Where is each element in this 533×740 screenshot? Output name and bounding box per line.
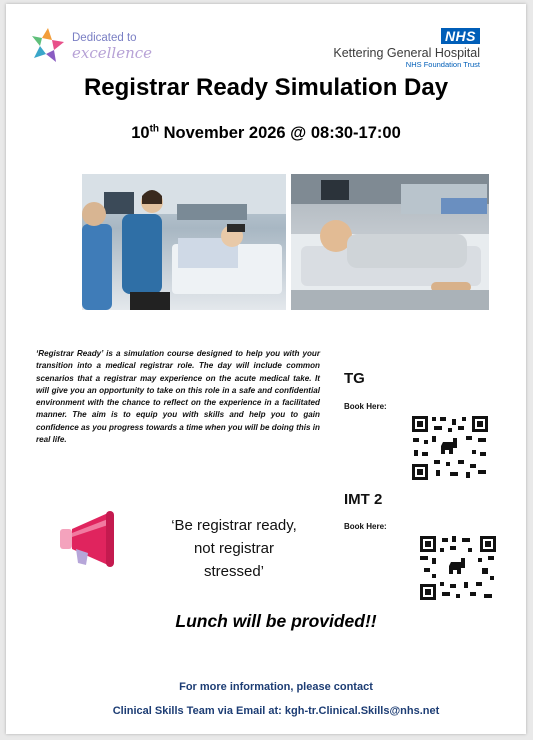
course-description: ‘Registrar Ready’ is a simulation course designed to help you with your transition into a medical registrar role. The day will include common scenarios that a registrar may experience on the acute medical take. It will give you an opportunity to take on this role in a safe and confidential environment with the chance to reflect on the experience in a facilitated manner. The aim is to equip you with skills and help you to gain confidence as you progress towards a time when you will be doing this in real life. xyxy=(36,349,320,445)
page-title: Registrar Ready Simulation Day xyxy=(83,74,449,101)
star-logo-icon xyxy=(28,24,68,64)
logo-text-line1: Dedicated to xyxy=(72,32,137,44)
date-rest: November 2026 @ 08:30-17:00 xyxy=(159,124,401,142)
logo-text-line2: excellence xyxy=(72,44,153,62)
simulation-photo-2 xyxy=(291,174,489,310)
simulation-photo-1 xyxy=(82,174,286,310)
nhs-logo: NHS xyxy=(441,28,480,44)
date-suffix: th xyxy=(149,123,160,135)
book-here-label-tg: Book Here: xyxy=(344,402,387,411)
dedicated-to-excellence-logo xyxy=(28,24,153,64)
lunch-notice: Lunch will be provided!! xyxy=(175,611,377,631)
quote-line-1: ‘Be registrar ready, xyxy=(171,517,297,534)
qr-code-tg-icon[interactable] xyxy=(410,414,490,482)
quote-line-3: stressed’ xyxy=(203,563,265,580)
contact-email-line[interactable]: Clinical Skills Team via Email at: kgh-tr.Clinical.Skills@nhs.net xyxy=(112,705,440,717)
megaphone-icon xyxy=(58,509,124,569)
course-name-tg: TG xyxy=(344,370,365,387)
trust-subtitle: NHS Foundation Trust xyxy=(405,60,480,69)
trust-name: Kettering General Hospital xyxy=(333,46,480,60)
flyer-page xyxy=(6,4,526,734)
event-date xyxy=(6,124,526,143)
qr-code-imt2-icon[interactable] xyxy=(418,534,498,602)
date-day: 10 xyxy=(131,124,150,142)
course-name-imt2: IMT 2 xyxy=(344,491,383,508)
contact-heading: For more information, please contact xyxy=(179,681,373,693)
slogan-quote xyxy=(134,514,334,583)
quote-line-2: not registrar xyxy=(193,540,275,557)
book-here-label-imt2: Book Here: xyxy=(344,522,387,531)
